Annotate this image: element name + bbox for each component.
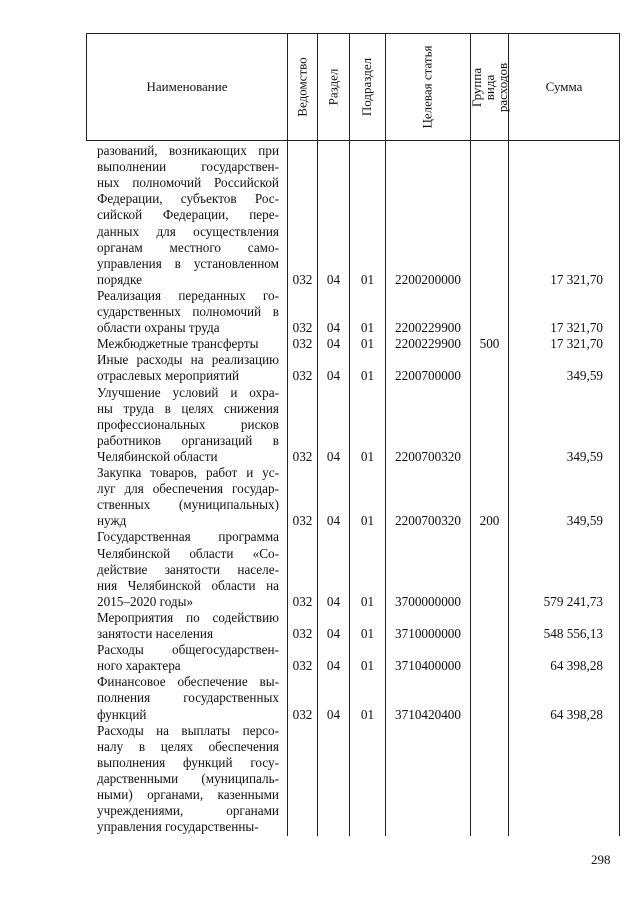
cell-target: 2200700320 [395,448,461,464]
cell-subsection: 01 [360,336,375,352]
row-name-line: Иные расходы на реализацию [97,352,279,368]
cell-ministry: 032 [292,513,313,529]
row-name-line: профессиональных рисков [97,416,279,432]
header-section-label: Раздел [325,68,341,106]
row-name-line: управления государственны- [97,819,259,835]
cell-section: 04 [326,368,341,384]
cell-sum: 349,59 [566,448,603,464]
cell-sum: 64 398,28 [550,658,603,674]
row-name-line: Челябинской области «Со- [97,545,279,561]
cell-subsection: 01 [360,448,375,464]
cell-ministry: 032 [292,271,313,287]
row-name-line: Государственная программа [97,529,279,545]
cell-subsection: 01 [360,626,375,641]
cell-section: 04 [326,513,341,529]
cell-subsection: 01 [360,593,375,609]
cell-target: 2200229900 [395,336,461,352]
row-name-line: Межбюджетные трансферты [97,336,259,352]
row-name-line: ны труда в целях снижения [97,400,279,416]
col-divider [470,33,471,836]
cell-ministry: 032 [292,368,313,384]
row-name-line: 2015–2020 годы» [97,593,194,609]
row-name-line: учреждениями, органами [97,803,279,819]
row-name-line: функций [97,706,147,722]
row-name-line: Мероприятия по содействию [97,609,279,625]
cell-subsection: 01 [360,658,375,674]
header-ministry-label: Ведомство [294,57,310,117]
header-subsection-label: Подраздел [359,57,375,117]
row-name-line: луг для обеспечения государ- [97,481,279,497]
cell-sum: 17 321,70 [550,271,603,287]
cell-target: 2200700320 [395,513,461,529]
row-name-line: Федерации, субъектов Рос- [97,191,279,207]
cell-sum: 579 241,73 [543,593,603,609]
cell-ministry: 032 [292,448,313,464]
header-target [386,34,470,140]
cell-section: 04 [326,271,341,287]
cell-sum: 548 556,13 [543,626,603,641]
row-name-line: области охраны труда [97,320,220,336]
cell-target: 3710420400 [395,706,461,722]
cell-group: 200 [479,513,500,529]
row-name-line: дарственными (муниципаль- [97,770,279,786]
header-ministry [288,34,317,140]
row-name-line: занятости населения [97,626,214,641]
cell-target: 3710000000 [395,626,461,641]
cell-subsection: 01 [360,271,375,287]
cell-target: 2200200000 [395,271,461,287]
row-name-line: управления в установленном [97,255,279,271]
header-sum [509,34,619,140]
row-name-line: ственных (муниципальных) [97,497,279,513]
cell-subsection: 01 [360,368,375,384]
row-name-line: разований, возникающих при [97,143,279,158]
row-name-line: Расходы на выплаты персо- [97,722,279,738]
cell-ministry: 032 [292,320,313,336]
row-name-line: работников организаций в [97,432,279,448]
header-sum-label: Сумма [545,79,583,94]
cell-section: 04 [326,706,341,722]
row-name-line: полнения государственных [97,690,279,706]
header-name-label: Наименование [146,79,228,94]
cell-target: 3710400000 [395,658,461,674]
cell-target: 2200700000 [395,368,461,384]
cell-section: 04 [326,448,341,464]
row-name-line: Челябинской области [97,448,218,464]
cell-sum: 17 321,70 [550,320,603,336]
cell-ministry: 032 [292,336,313,352]
header-target-label: Целевая статья [419,45,435,129]
cell-ministry: 032 [292,658,313,674]
cell-subsection: 01 [360,706,375,722]
cell-section: 04 [326,320,341,336]
header-section [318,34,349,140]
cell-subsection: 01 [360,320,375,336]
cell-section: 04 [326,336,341,352]
cell-sum: 349,59 [566,368,603,384]
header-subsection [350,34,385,140]
cell-ministry: 032 [292,706,313,722]
row-name-line: действие занятости населе- [97,561,279,577]
row-name-line: сударственных полномочий в [97,304,279,319]
cell-section: 04 [326,626,341,641]
cell-ministry: 032 [292,626,313,641]
row-name-line: органам местного само- [97,239,279,255]
cell-target: 2200229900 [395,320,461,336]
header-bottom-border [86,140,620,141]
table-right-border [619,33,620,836]
row-name-line: Улучшение условий и охра- [97,384,279,400]
row-name-line: ния Челябинской области на [97,577,279,593]
header-name [87,34,287,140]
row-name-line: отраслевых мероприятий [97,368,240,384]
row-name-line: данных для осуществления [97,223,279,239]
cell-ministry: 032 [292,593,313,609]
row-name-line: Закупка товаров, работ и ус- [97,465,279,480]
row-name-line: ными) органами, казенными [97,787,279,802]
cell-target: 3700000000 [395,593,461,609]
row-name-line: Финансовое обеспечение вы- [97,674,279,690]
row-name-line: сийской Федерации, пере- [97,207,279,223]
cell-subsection: 01 [360,513,375,529]
row-name-line: налу в целях обеспечения [97,738,279,754]
row-name-line: ного характера [97,658,181,674]
cell-sum: 64 398,28 [550,706,603,722]
row-name-line: ных полномочий Российской [97,175,279,191]
row-name-line: нужд [97,513,127,529]
cell-section: 04 [326,593,341,609]
cell-sum: 349,59 [566,513,603,529]
header-group [471,34,508,140]
cell-group: 500 [479,336,500,352]
header-group-label: Группа вида расходов [469,62,510,112]
cell-section: 04 [326,658,341,674]
row-name-line: порядке [97,271,142,287]
row-name-line: Реализация переданных го- [97,287,279,303]
row-name-line: Расходы общегосударствен- [97,642,279,658]
page-number: 298 [591,852,611,867]
row-name-line: выполнения функций госу- [97,754,279,770]
cell-sum: 17 321,70 [550,336,603,352]
row-name-line: выполнении государствен- [97,159,279,175]
